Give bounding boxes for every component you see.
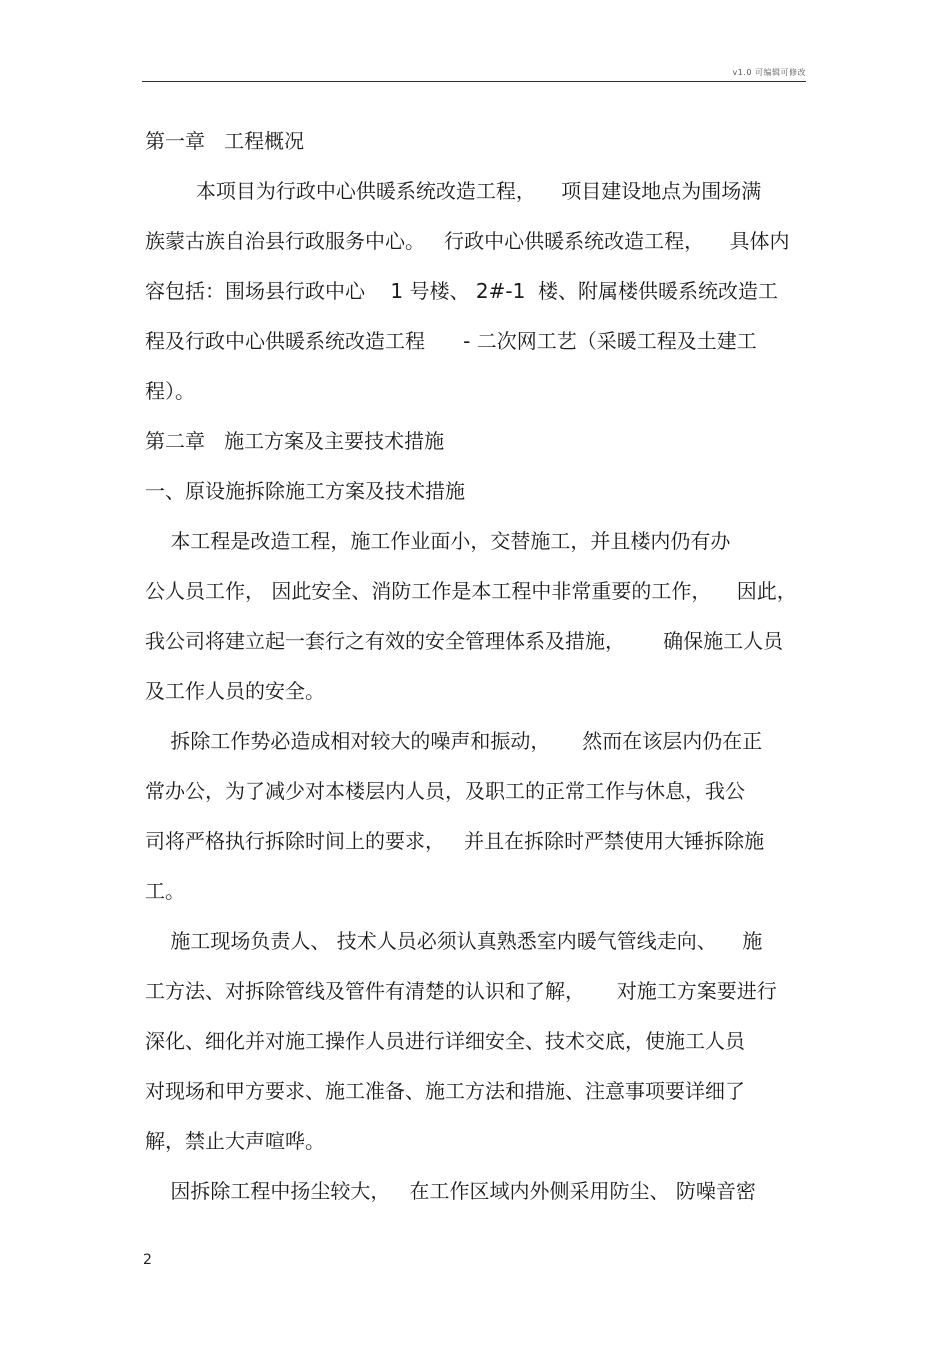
paragraph-line: 程）。 xyxy=(145,379,195,403)
paragraph-line: 容包括：围场县行政中心 1 号楼、 2#-1 楼、附属楼供暖系统改造工 xyxy=(145,279,779,303)
paragraph-line: 对现场和甲方要求、施工准备、施工方法和措施、注意事项要详细了 xyxy=(145,1079,745,1103)
paragraph-line: 深化、细化并对施工操作人员进行详细安全、技术交底，使施工人员 xyxy=(145,1029,745,1053)
header-rule xyxy=(142,81,806,82)
paragraph-line: 常办公，为了减少对本楼层内人员，及职工的正常工作与休息，我公 xyxy=(145,779,745,803)
paragraph-line: 本工程是改造工程，施工作业面小，交替施工，并且楼内仍有办 xyxy=(145,529,731,553)
chapter-two-title: 第二章 施工方案及主要技术措施 xyxy=(145,429,445,453)
paragraph-line: 因拆除工程中扬尘较大， 在工作区域内外侧采用防尘、 防噪音密 xyxy=(145,1179,756,1203)
paragraph-line: 解，禁止大声喧哗。 xyxy=(145,1129,325,1153)
paragraph-line: 施工现场负责人、 技术人员必须认真熟悉室内暖气管线走向、 施 xyxy=(145,929,763,953)
section-title: 一、原设施拆除施工方案及技术措施 xyxy=(145,479,465,503)
paragraph-line: 程及行政中心供暖系统改造工程 - 二次网工艺（采暖工程及土建工 xyxy=(145,329,757,353)
paragraph-line: 公人员工作， 因此安全、消防工作是本工程中非常重要的工作， 因此， xyxy=(145,579,797,603)
paragraph-line: 族蒙古族自治县行政服务中心。 行政中心供暖系统改造工程， 具体内 xyxy=(145,229,790,253)
paragraph-line: 我公司将建立起一套行之有效的安全管理体系及措施， 确保施工人员 xyxy=(145,629,784,653)
chapter-one-title: 第一章 工程概况 xyxy=(145,129,305,153)
paragraph-line: 工。 xyxy=(145,879,185,903)
header-note: v1.0 可编辑可修改 xyxy=(732,68,806,77)
paragraph-line: 拆除工作势必造成相对较大的噪声和振动， 然而在该层内仍在正 xyxy=(145,729,763,753)
page-number: 2 xyxy=(143,1252,152,1268)
paragraph-line: 本项目为行政中心供暖系统改造工程， 项目建设地点为围场满 xyxy=(145,179,762,203)
paragraph-line: 工方法、对拆除管线及管件有清楚的认识和了解， 对施工方案要进行 xyxy=(145,979,777,1003)
paragraph-line: 司将严格执行拆除时间上的要求， 并且在拆除时严禁使用大锤拆除施 xyxy=(145,829,765,853)
paragraph-line: 及工作人员的安全。 xyxy=(145,679,325,703)
